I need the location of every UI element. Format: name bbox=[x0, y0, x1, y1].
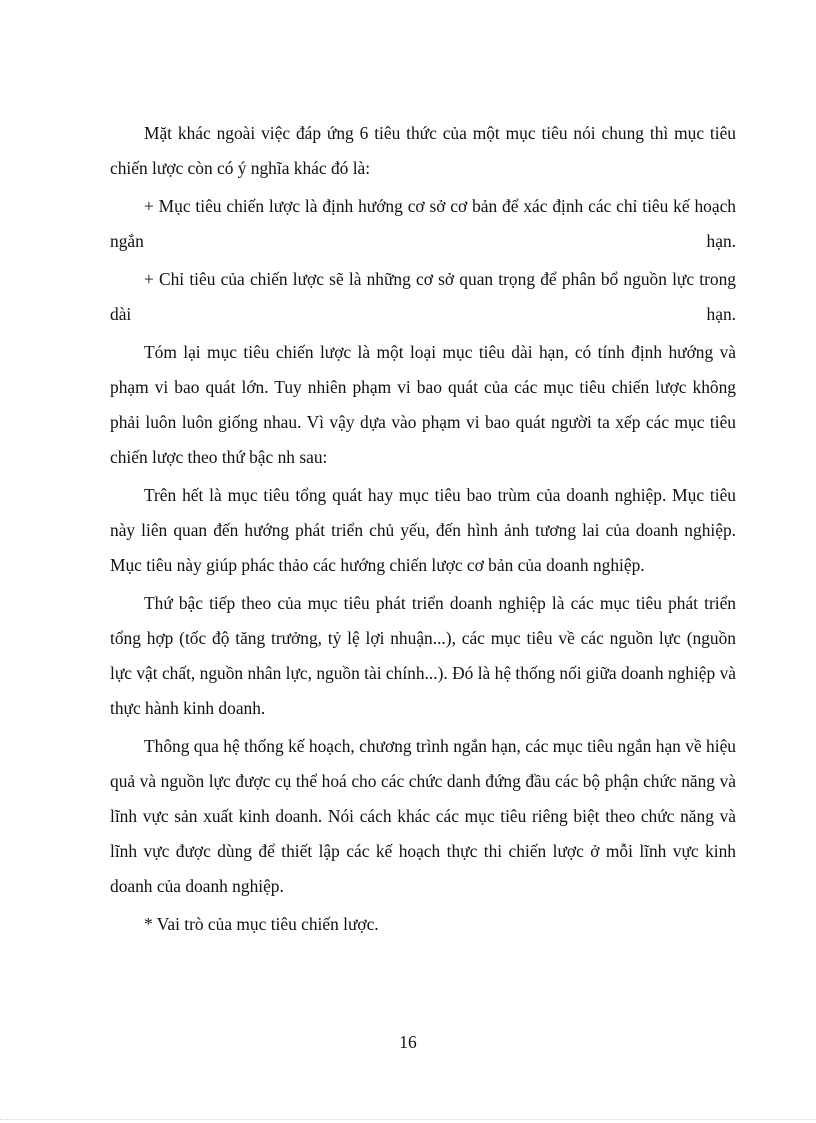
paragraph-role-heading: * Vai trò của mục tiêu chiến lược. bbox=[144, 914, 379, 934]
paragraph-short-term-plans: Thông qua hệ thống kế hoạch, chương trình ngắn hạn, các mục tiêu ngắn hạn về hiệu quả và nguồn lực được cụ thể hoá cho các chức danh đứng đầu các bộ phận chức năng và lĩnh vực sản xuất kinh doanh. Nói cách khác các mục tiêu riêng biệt theo chức năng và lĩnh vực được dùng để thiết lập các kế hoạch thực thi chiến lược ở mỗi lĩnh vực kinh doanh của doanh nghiệp. bbox=[110, 736, 736, 896]
paragraph-bullet-long-term: + Chỉ tiêu của chiến lược sẽ là những cơ sở quan trọng để phân bổ nguồn lực trong dài hạn. bbox=[110, 269, 736, 324]
paragraph-summary: Tóm lại mục tiêu chiến lược là một loại mục tiêu dài hạn, có tính định hướng và phạm vi bao quát lớn. Tuy nhiên phạm vi bao quát của các mục tiêu chiến lược không phải luôn luôn giống nhau. Vì vậy dựa vào phạm vi bao quát người ta xếp các mục tiêu chiến lược theo thứ bậc nh sau: bbox=[110, 342, 736, 467]
document-body bbox=[110, 116, 736, 945]
paragraph-general-objective: Trên hết là mục tiêu tổng quát hay mục tiêu bao trùm của doanh nghiệp. Mục tiêu này liên quan đến hướng phát triển chủ yếu, đến hình ảnh tương lai của doanh nghiệp. Mục tiêu này giúp phác thảo các hướng chiến lược cơ bản của doanh nghiệp. bbox=[110, 485, 736, 575]
paragraph-next-level: Thứ bậc tiếp theo của mục tiêu phát triển doanh nghiệp là các mục tiêu phát triển tổng hợp (tốc độ tăng trưởng, tỷ lệ lợi nhuận...), các mục tiêu về các nguồn lực (nguồn lực vật chất, nguồn nhân lực, nguồn tài chính...). Đó là hệ thống nối giữa doanh nghiệp và thực hành kinh doanh. bbox=[110, 593, 736, 718]
page-bottom-divider bbox=[0, 1119, 816, 1120]
paragraph-intro: Mặt khác ngoài việc đáp ứng 6 tiêu thức của một mục tiêu nói chung thì mục tiêu chiến lược còn có ý nghĩa khác đó là: bbox=[110, 123, 736, 178]
paragraph-bullet-short-term: + Mục tiêu chiến lược là định hướng cơ sở cơ bản để xác định các chỉ tiêu kế hoạch ngắn hạn. bbox=[110, 196, 736, 251]
page-number: 16 bbox=[399, 1032, 417, 1052]
